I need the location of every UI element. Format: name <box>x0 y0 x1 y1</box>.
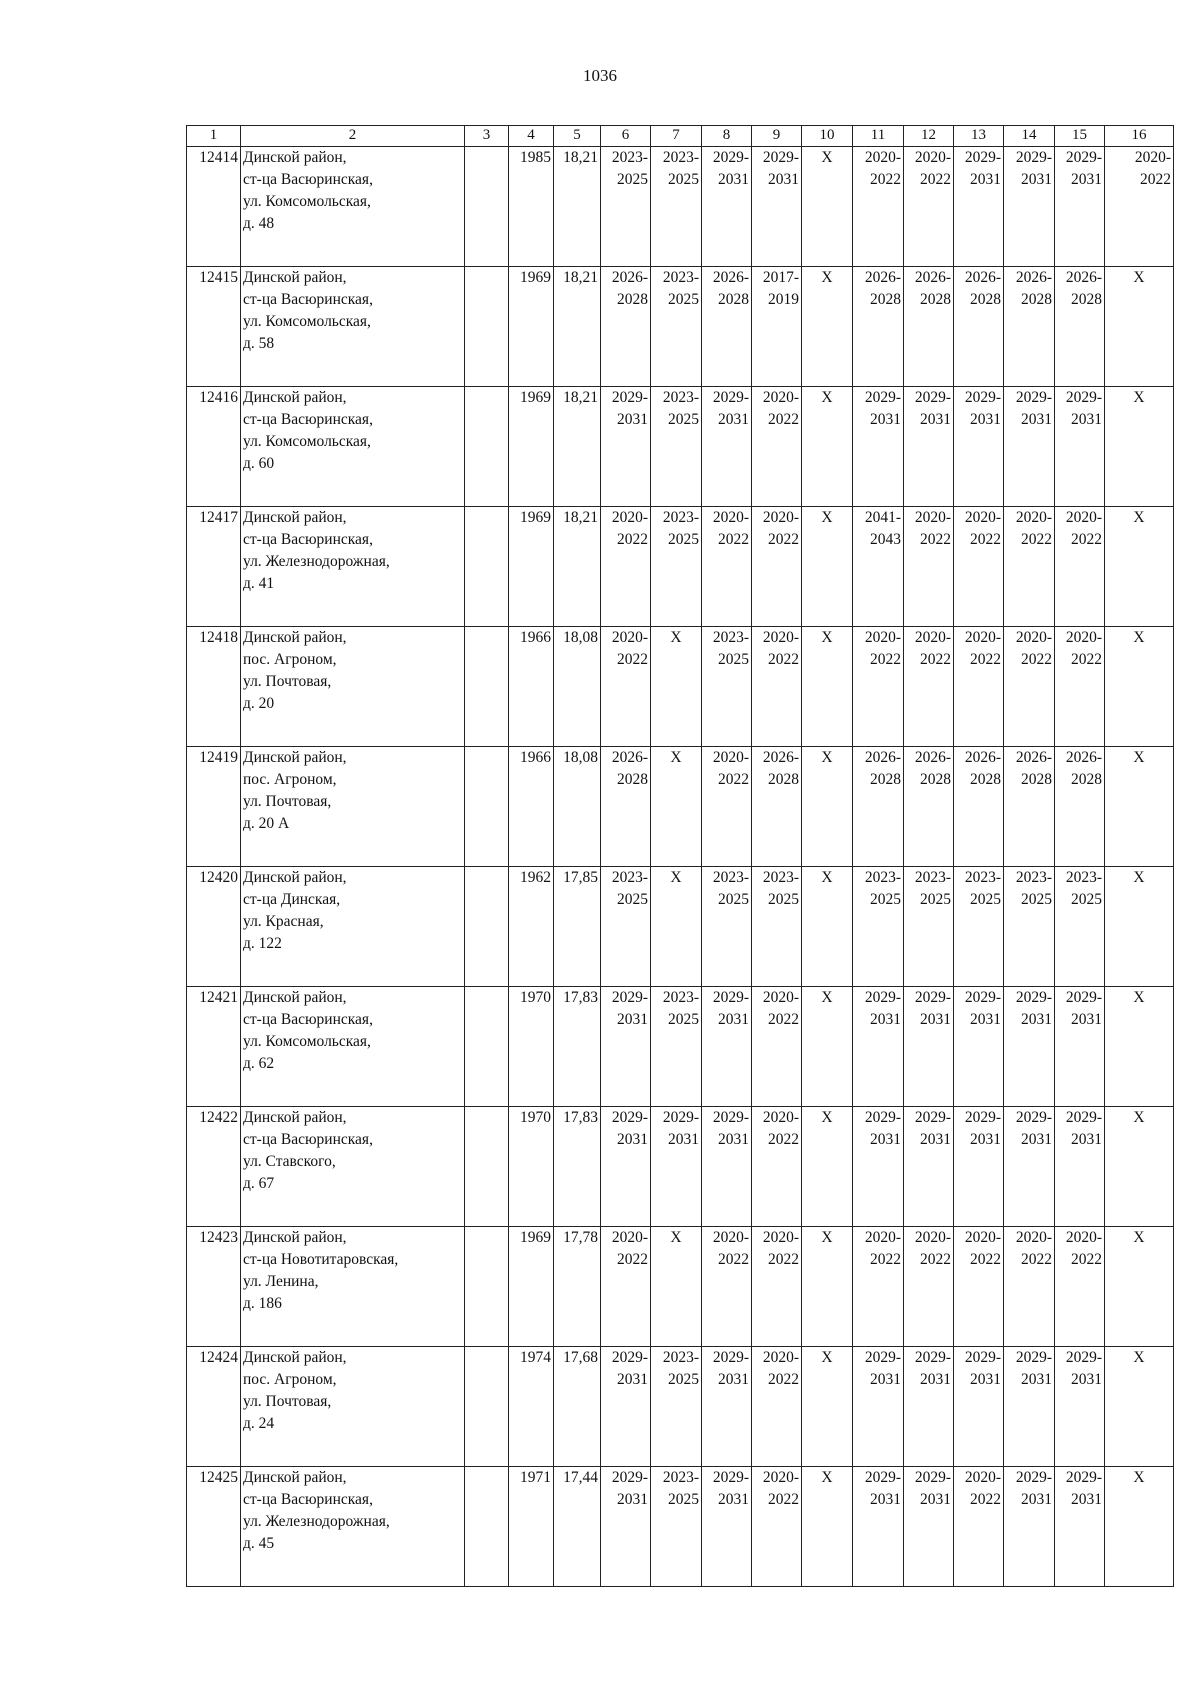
period-cell-15: 2029- 2031 <box>1055 1107 1105 1227</box>
period-cell-12: 2029- 2031 <box>904 987 954 1107</box>
period-cell-14: 2020- 2022 <box>1004 507 1055 627</box>
period-cell-9: 2026- 2028 <box>752 747 802 867</box>
period-cell-15: 2029- 2031 <box>1055 147 1105 267</box>
column-number-cell: 3 <box>465 126 509 147</box>
period-cell-15: 2026- 2028 <box>1055 267 1105 387</box>
period-cell-16: 2020- 2022 <box>1105 147 1174 267</box>
value-cell: 17,44 <box>554 1467 601 1587</box>
column-3-cell <box>465 147 509 267</box>
period-cell-7: X <box>651 867 702 987</box>
column-number-row <box>187 126 1174 147</box>
period-cell-12: 2020- 2022 <box>904 627 954 747</box>
column-10-cell: X <box>802 1107 853 1227</box>
period-cell-13: 2029- 2031 <box>954 387 1004 507</box>
period-cell-6: 2020- 2022 <box>601 627 651 747</box>
column-number-cell: 14 <box>1004 126 1055 147</box>
column-number-cell: 15 <box>1055 126 1105 147</box>
address-cell: Динской район, ст-ца Васюринская, ул. Железнодорожная, д. 41 <box>241 507 465 627</box>
period-cell-16: X <box>1105 747 1174 867</box>
record-number-cell: 12422 <box>187 1107 241 1227</box>
column-number-cell: 12 <box>904 126 954 147</box>
period-cell-6: 2029- 2031 <box>601 987 651 1107</box>
period-cell-14: 2029- 2031 <box>1004 147 1055 267</box>
period-cell-15: 2020- 2022 <box>1055 507 1105 627</box>
period-cell-14: 2029- 2031 <box>1004 987 1055 1107</box>
value-cell: 18,08 <box>554 747 601 867</box>
period-cell-6: 2023- 2025 <box>601 147 651 267</box>
address-cell: Динской район, ст-ца Динская, ул. Красная, д. 122 <box>241 867 465 987</box>
period-cell-13: 2029- 2031 <box>954 1347 1004 1467</box>
record-number-cell: 12415 <box>187 267 241 387</box>
period-cell-9: 2029- 2031 <box>752 147 802 267</box>
period-cell-7: X <box>651 747 702 867</box>
period-cell-9: 2020- 2022 <box>752 507 802 627</box>
column-10-cell: X <box>802 267 853 387</box>
column-3-cell <box>465 387 509 507</box>
period-cell-9: 2020- 2022 <box>752 1467 802 1587</box>
period-cell-13: 2020- 2022 <box>954 627 1004 747</box>
period-cell-11: 2029- 2031 <box>853 1467 904 1587</box>
record-number-cell: 12418 <box>187 627 241 747</box>
period-cell-8: 2029- 2031 <box>702 1107 752 1227</box>
period-cell-16: X <box>1105 507 1174 627</box>
column-number-cell: 8 <box>702 126 752 147</box>
period-cell-7: 2023- 2025 <box>651 387 702 507</box>
column-number-cell: 9 <box>752 126 802 147</box>
year-cell: 1985 <box>509 147 554 267</box>
column-3-cell <box>465 1107 509 1227</box>
period-cell-16: X <box>1105 1467 1174 1587</box>
year-cell: 1969 <box>509 1227 554 1347</box>
period-cell-11: 2026- 2028 <box>853 267 904 387</box>
value-cell: 17,68 <box>554 1347 601 1467</box>
period-cell-15: 2029- 2031 <box>1055 1467 1105 1587</box>
period-cell-6: 2029- 2031 <box>601 1107 651 1227</box>
period-cell-8: 2023- 2025 <box>702 627 752 747</box>
period-cell-7: X <box>651 627 702 747</box>
period-cell-13: 2020- 2022 <box>954 1227 1004 1347</box>
period-cell-6: 2026- 2028 <box>601 747 651 867</box>
period-cell-9: 2020- 2022 <box>752 1107 802 1227</box>
period-cell-11: 2026- 2028 <box>853 747 904 867</box>
column-3-cell <box>465 747 509 867</box>
table-row <box>187 507 1174 627</box>
column-number-cell: 7 <box>651 126 702 147</box>
period-cell-13: 2026- 2028 <box>954 747 1004 867</box>
period-cell-8: 2026- 2028 <box>702 267 752 387</box>
period-cell-8: 2029- 2031 <box>702 987 752 1107</box>
period-cell-9: 2017- 2019 <box>752 267 802 387</box>
value-cell: 18,08 <box>554 627 601 747</box>
period-cell-12: 2020- 2022 <box>904 147 954 267</box>
column-10-cell: X <box>802 1347 853 1467</box>
address-cell: Динской район, ст-ца Васюринская, ул. Комсомольская, д. 58 <box>241 267 465 387</box>
period-cell-6: 2026- 2028 <box>601 267 651 387</box>
record-number-cell: 12425 <box>187 1467 241 1587</box>
period-cell-9: 2020- 2022 <box>752 987 802 1107</box>
table-row <box>187 267 1174 387</box>
column-3-cell <box>465 1347 509 1467</box>
period-cell-12: 2020- 2022 <box>904 507 954 627</box>
column-10-cell: X <box>802 147 853 267</box>
period-cell-12: 2029- 2031 <box>904 1107 954 1227</box>
period-cell-12: 2026- 2028 <box>904 267 954 387</box>
table-row <box>187 867 1174 987</box>
record-number-cell: 12420 <box>187 867 241 987</box>
column-3-cell <box>465 987 509 1107</box>
record-number-cell: 12421 <box>187 987 241 1107</box>
column-number-cell: 1 <box>187 126 241 147</box>
column-number-cell: 6 <box>601 126 651 147</box>
column-10-cell: X <box>802 1227 853 1347</box>
column-number-cell: 10 <box>802 126 853 147</box>
period-cell-14: 2020- 2022 <box>1004 627 1055 747</box>
period-cell-7: 2023- 2025 <box>651 987 702 1107</box>
column-number-cell: 16 <box>1105 126 1174 147</box>
column-10-cell: X <box>802 387 853 507</box>
period-cell-14: 2029- 2031 <box>1004 1347 1055 1467</box>
period-cell-14: 2023- 2025 <box>1004 867 1055 987</box>
table-row <box>187 987 1174 1107</box>
period-cell-14: 2029- 2031 <box>1004 387 1055 507</box>
period-cell-15: 2020- 2022 <box>1055 627 1105 747</box>
value-cell: 17,83 <box>554 987 601 1107</box>
period-cell-11: 2023- 2025 <box>853 867 904 987</box>
column-3-cell <box>465 267 509 387</box>
year-cell: 1974 <box>509 1347 554 1467</box>
period-cell-7: 2023- 2025 <box>651 147 702 267</box>
year-cell: 1966 <box>509 747 554 867</box>
period-cell-14: 2029- 2031 <box>1004 1467 1055 1587</box>
period-cell-6: 2023- 2025 <box>601 867 651 987</box>
period-cell-6: 2020- 2022 <box>601 1227 651 1347</box>
table-row <box>187 1107 1174 1227</box>
column-3-cell <box>465 867 509 987</box>
period-cell-16: X <box>1105 867 1174 987</box>
period-cell-13: 2023- 2025 <box>954 867 1004 987</box>
period-cell-6: 2029- 2031 <box>601 1347 651 1467</box>
table-row <box>187 387 1174 507</box>
record-number-cell: 12417 <box>187 507 241 627</box>
table-row <box>187 627 1174 747</box>
period-cell-16: X <box>1105 987 1174 1107</box>
period-cell-9: 2020- 2022 <box>752 1347 802 1467</box>
period-cell-14: 2026- 2028 <box>1004 267 1055 387</box>
column-10-cell: X <box>802 507 853 627</box>
period-cell-15: 2029- 2031 <box>1055 387 1105 507</box>
period-cell-15: 2026- 2028 <box>1055 747 1105 867</box>
value-cell: 17,85 <box>554 867 601 987</box>
record-number-cell: 12416 <box>187 387 241 507</box>
value-cell: 18,21 <box>554 267 601 387</box>
address-cell: Динской район, пос. Агроном, ул. Почтовая, д. 20 А <box>241 747 465 867</box>
year-cell: 1969 <box>509 267 554 387</box>
year-cell: 1962 <box>509 867 554 987</box>
period-cell-15: 2020- 2022 <box>1055 1227 1105 1347</box>
period-cell-14: 2026- 2028 <box>1004 747 1055 867</box>
table-row <box>187 1227 1174 1347</box>
column-number-cell: 2 <box>241 126 465 147</box>
column-10-cell: X <box>802 747 853 867</box>
column-3-cell <box>465 627 509 747</box>
table-row <box>187 147 1174 267</box>
column-number-cell: 11 <box>853 126 904 147</box>
period-cell-8: 2020- 2022 <box>702 1227 752 1347</box>
column-3-cell <box>465 1227 509 1347</box>
column-10-cell: X <box>802 627 853 747</box>
address-cell: Динской район, ст-ца Новотитаровская, ул. Ленина, д. 186 <box>241 1227 465 1347</box>
column-10-cell: X <box>802 987 853 1107</box>
period-cell-7: 2029- 2031 <box>651 1107 702 1227</box>
period-cell-14: 2029- 2031 <box>1004 1107 1055 1227</box>
period-cell-9: 2023- 2025 <box>752 867 802 987</box>
period-cell-11: 2029- 2031 <box>853 1107 904 1227</box>
address-cell: Динской район, ст-ца Васюринская, ул. Комсомольская, д. 62 <box>241 987 465 1107</box>
period-cell-11: 2020- 2022 <box>853 147 904 267</box>
period-cell-7: 2023- 2025 <box>651 1347 702 1467</box>
value-cell: 17,83 <box>554 1107 601 1227</box>
period-cell-16: X <box>1105 387 1174 507</box>
year-cell: 1969 <box>509 387 554 507</box>
period-cell-8: 2029- 2031 <box>702 387 752 507</box>
period-cell-12: 2029- 2031 <box>904 1467 954 1587</box>
period-cell-11: 2029- 2031 <box>853 387 904 507</box>
column-number-cell: 13 <box>954 126 1004 147</box>
period-cell-7: X <box>651 1227 702 1347</box>
table-row <box>187 1347 1174 1467</box>
period-cell-11: 2041- 2043 <box>853 507 904 627</box>
address-cell: Динской район, ст-ца Васюринская, ул. Ставского, д. 67 <box>241 1107 465 1227</box>
period-cell-6: 2029- 2031 <box>601 387 651 507</box>
period-cell-12: 2026- 2028 <box>904 747 954 867</box>
period-cell-6: 2020- 2022 <box>601 507 651 627</box>
year-cell: 1970 <box>509 987 554 1107</box>
value-cell: 18,21 <box>554 147 601 267</box>
address-cell: Динской район, пос. Агроном, ул. Почтовая, д. 24 <box>241 1347 465 1467</box>
period-cell-16: X <box>1105 1107 1174 1227</box>
value-cell: 18,21 <box>554 387 601 507</box>
address-cell: Динской район, ст-ца Васюринская, ул. Железнодорожная, д. 45 <box>241 1467 465 1587</box>
value-cell: 18,21 <box>554 507 601 627</box>
period-cell-11: 2029- 2031 <box>853 987 904 1107</box>
column-10-cell: X <box>802 1467 853 1587</box>
period-cell-12: 2029- 2031 <box>904 387 954 507</box>
period-cell-15: 2023- 2025 <box>1055 867 1105 987</box>
period-cell-11: 2020- 2022 <box>853 1227 904 1347</box>
period-cell-11: 2020- 2022 <box>853 627 904 747</box>
period-cell-15: 2029- 2031 <box>1055 1347 1105 1467</box>
record-number-cell: 12423 <box>187 1227 241 1347</box>
record-number-cell: 12414 <box>187 147 241 267</box>
value-cell: 17,78 <box>554 1227 601 1347</box>
period-cell-15: 2029- 2031 <box>1055 987 1105 1107</box>
period-cell-7: 2023- 2025 <box>651 507 702 627</box>
period-cell-16: X <box>1105 1227 1174 1347</box>
period-cell-16: X <box>1105 1347 1174 1467</box>
period-cell-6: 2029- 2031 <box>601 1467 651 1587</box>
period-cell-8: 2029- 2031 <box>702 1347 752 1467</box>
year-cell: 1969 <box>509 507 554 627</box>
period-cell-8: 2020- 2022 <box>702 507 752 627</box>
period-cell-8: 2029- 2031 <box>702 147 752 267</box>
period-cell-13: 2029- 2031 <box>954 987 1004 1107</box>
register-table <box>186 125 1174 1587</box>
period-cell-16: X <box>1105 267 1174 387</box>
column-3-cell <box>465 1467 509 1587</box>
period-cell-11: 2029- 2031 <box>853 1347 904 1467</box>
period-cell-13: 2029- 2031 <box>954 147 1004 267</box>
period-cell-16: X <box>1105 627 1174 747</box>
period-cell-9: 2020- 2022 <box>752 387 802 507</box>
period-cell-9: 2020- 2022 <box>752 1227 802 1347</box>
record-number-cell: 12424 <box>187 1347 241 1467</box>
period-cell-7: 2023- 2025 <box>651 1467 702 1587</box>
period-cell-12: 2023- 2025 <box>904 867 954 987</box>
period-cell-9: 2020- 2022 <box>752 627 802 747</box>
period-cell-8: 2029- 2031 <box>702 1467 752 1587</box>
record-number-cell: 12419 <box>187 747 241 867</box>
address-cell: Динской район, пос. Агроном, ул. Почтовая, д. 20 <box>241 627 465 747</box>
period-cell-7: 2023- 2025 <box>651 267 702 387</box>
address-cell: Динской район, ст-ца Васюринская, ул. Комсомольская, д. 48 <box>241 147 465 267</box>
column-3-cell <box>465 507 509 627</box>
year-cell: 1966 <box>509 627 554 747</box>
period-cell-13: 2026- 2028 <box>954 267 1004 387</box>
period-cell-13: 2029- 2031 <box>954 1107 1004 1227</box>
year-cell: 1970 <box>509 1107 554 1227</box>
period-cell-14: 2020- 2022 <box>1004 1227 1055 1347</box>
page-number: 1036 <box>583 66 617 85</box>
table-row <box>187 747 1174 867</box>
period-cell-8: 2020- 2022 <box>702 747 752 867</box>
year-cell: 1971 <box>509 1467 554 1587</box>
period-cell-13: 2020- 2022 <box>954 1467 1004 1587</box>
period-cell-8: 2023- 2025 <box>702 867 752 987</box>
column-number-cell: 4 <box>509 126 554 147</box>
address-cell: Динской район, ст-ца Васюринская, ул. Комсомольская, д. 60 <box>241 387 465 507</box>
column-10-cell: X <box>802 867 853 987</box>
column-number-cell: 5 <box>554 126 601 147</box>
table-row <box>187 1467 1174 1587</box>
period-cell-12: 2029- 2031 <box>904 1347 954 1467</box>
period-cell-13: 2020- 2022 <box>954 507 1004 627</box>
period-cell-12: 2020- 2022 <box>904 1227 954 1347</box>
